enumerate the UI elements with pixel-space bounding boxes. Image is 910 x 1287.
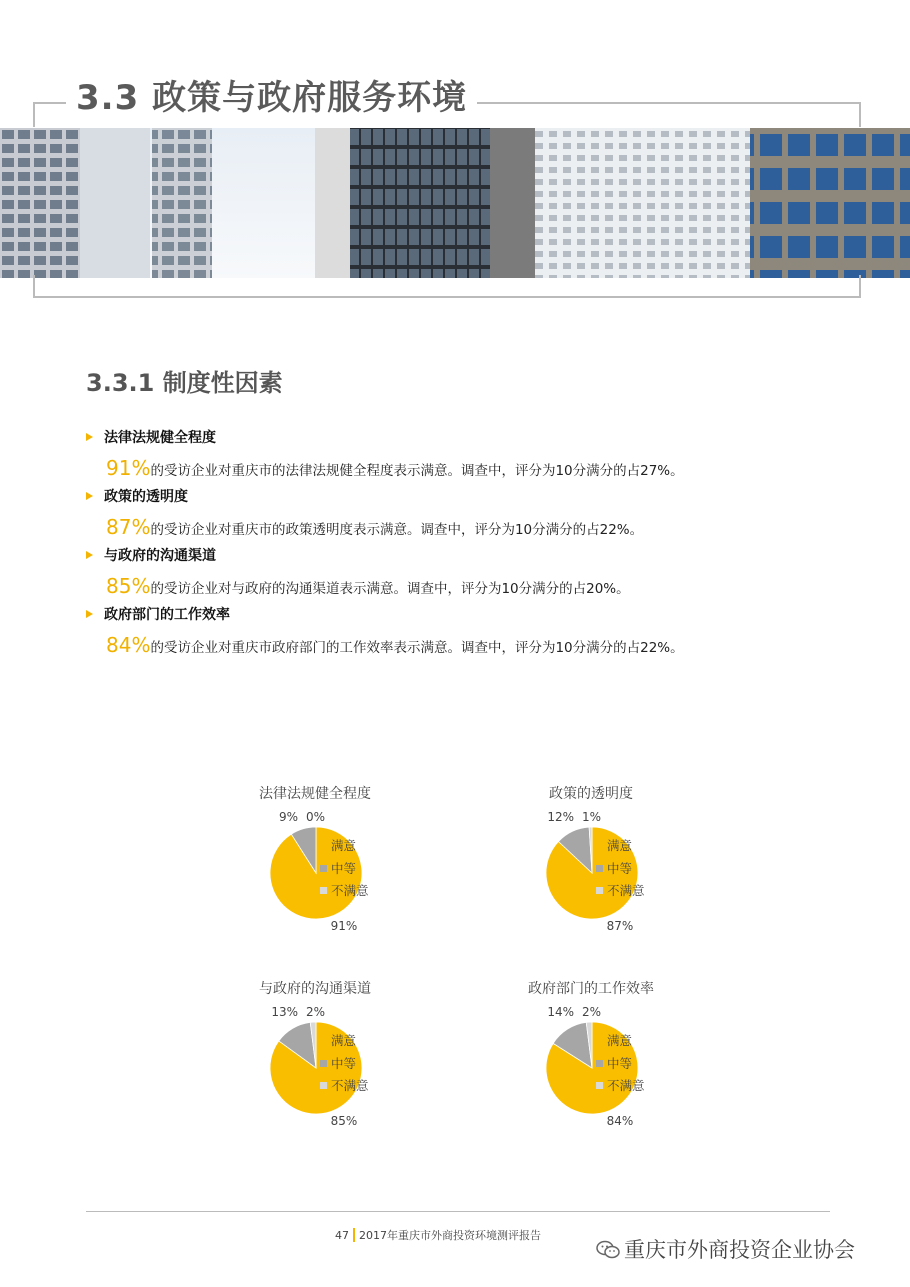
pie-data-label: 13% <box>271 1005 298 1019</box>
legend-label: 满意 <box>607 1033 633 1048</box>
factor-heading: 政策的透明度 <box>104 489 188 505</box>
legend-label: 不满意 <box>331 1078 369 1093</box>
pie-data-label: 2% <box>582 1005 602 1019</box>
legend-swatch <box>596 865 603 872</box>
factor-percentage: 85% <box>106 574 151 598</box>
pie-data-label: 9% <box>278 810 298 824</box>
factor-item <box>86 605 866 660</box>
factor-text: 的受访企业对与政府的沟通渠道表示满意。调查中，评分为10分满分的占20%。 <box>150 581 630 597</box>
factor-percentage: 91% <box>106 456 151 480</box>
chart-title: 与政府的沟通渠道 <box>259 981 371 997</box>
factor-heading: 法律法规健全程度 <box>104 430 216 446</box>
legend-item <box>320 880 369 903</box>
pie-chart-communication <box>200 978 460 1158</box>
footer-divider <box>86 1211 830 1212</box>
pie-chart-efficiency <box>476 978 736 1158</box>
legend-item <box>596 1030 645 1053</box>
factor-percentage: 87% <box>106 515 151 539</box>
header-frame-bottom <box>33 275 861 298</box>
subsection-title: 3.3.1 制度性因素 <box>86 369 283 397</box>
chart-legend <box>596 835 645 903</box>
factor-heading: 与政府的沟通渠道 <box>104 548 216 564</box>
section-title: 3.3 政策与政府服务环境 <box>66 74 477 122</box>
wechat-watermark <box>596 1234 855 1265</box>
legend-label: 不满意 <box>607 1078 645 1093</box>
bullet-triangle-icon <box>86 433 93 441</box>
legend-label: 满意 <box>607 838 633 853</box>
chart-legend <box>320 835 369 903</box>
bullet-triangle-icon <box>86 551 93 559</box>
bullet-triangle-icon <box>86 610 93 618</box>
legend-label: 满意 <box>331 1033 357 1048</box>
legend-swatch <box>596 1060 603 1067</box>
factor-item <box>86 428 866 483</box>
pie-data-label: 14% <box>547 1005 574 1019</box>
legend-swatch <box>596 887 603 894</box>
pie-data-label: 2% <box>306 1005 326 1019</box>
factor-text: 的受访企业对重庆市的法律法规健全程度表示满意。调查中，评分为10分满分的占27%。 <box>150 463 684 479</box>
pie-data-label: 0% <box>306 810 326 824</box>
report-title: 2017年重庆市外商投资环境测评报告 <box>359 1229 541 1242</box>
legend-item <box>596 858 645 881</box>
legend-label: 中等 <box>607 860 633 876</box>
legend-item <box>320 835 369 858</box>
page-number: 47 <box>335 1229 349 1242</box>
legend-item <box>320 1030 369 1053</box>
chart-legend <box>596 1030 645 1098</box>
legend-swatch <box>320 1060 327 1067</box>
legend-swatch <box>320 865 327 872</box>
footer-accent-bar <box>353 1228 355 1242</box>
pie-data-label: 85% <box>330 1114 358 1128</box>
watermark-text: 重庆市外商投资企业协会 <box>624 1238 855 1262</box>
pie-data-label: 1% <box>582 810 602 824</box>
legend-swatch <box>320 842 327 849</box>
legend-label: 不满意 <box>331 883 369 898</box>
legend-swatch <box>320 1037 327 1044</box>
chart-legend <box>320 1030 369 1098</box>
legend-item <box>596 880 645 903</box>
wechat-icon <box>596 1240 620 1265</box>
legend-label: 满意 <box>331 838 357 853</box>
pie-data-label: 84% <box>606 1114 634 1128</box>
legend-item <box>320 858 369 881</box>
pie-chart-transparency <box>476 783 736 963</box>
legend-label: 中等 <box>607 1055 633 1071</box>
legend-item <box>596 1053 645 1076</box>
pie-data-label: 87% <box>606 919 634 933</box>
bullet-triangle-icon <box>86 492 93 500</box>
banner-image <box>0 128 910 278</box>
legend-swatch <box>596 1082 603 1089</box>
factor-item <box>86 546 866 601</box>
legend-swatch <box>320 1082 327 1089</box>
pie-chart-legal <box>200 783 460 963</box>
factor-text: 的受访企业对重庆市政府部门的工作效率表示满意。调查中，评分为10分满分的占22%。 <box>150 640 684 656</box>
factor-heading: 政府部门的工作效率 <box>104 607 230 623</box>
legend-item <box>320 1053 369 1076</box>
pie-data-label: 91% <box>330 919 358 933</box>
chart-title: 法律法规健全程度 <box>259 786 371 802</box>
legend-item <box>320 1075 369 1098</box>
legend-label: 中等 <box>331 860 357 876</box>
legend-label: 不满意 <box>607 883 645 898</box>
legend-item <box>596 835 645 858</box>
chart-title: 政府部门的工作效率 <box>528 981 654 997</box>
legend-swatch <box>596 1037 603 1044</box>
legend-item <box>596 1075 645 1098</box>
factor-item <box>86 487 866 542</box>
legend-label: 中等 <box>331 1055 357 1071</box>
chart-title: 政策的透明度 <box>549 786 633 802</box>
footer <box>335 1227 541 1243</box>
legend-swatch <box>596 842 603 849</box>
pie-data-label: 12% <box>547 810 574 824</box>
factor-text: 的受访企业对重庆市的政策透明度表示满意。调查中，评分为10分满分的占22%。 <box>150 522 644 538</box>
legend-swatch <box>320 887 327 894</box>
factor-percentage: 84% <box>106 633 151 657</box>
